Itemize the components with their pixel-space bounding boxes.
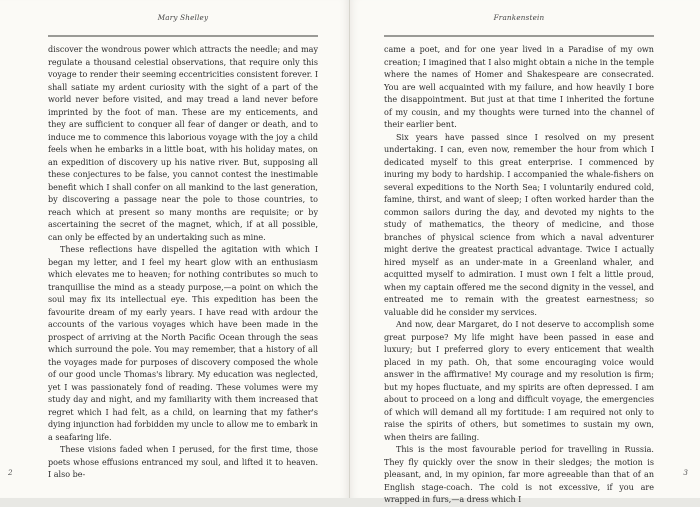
paragraph: These reflections have dispelled the agitation with which I began my letter, and I feel my heart glow with an enthusiasm which elevates me to heaven; for nothing contributes so much to tranquillise the mind as a steady purpose,—a point on which the soul may fix its intellectual eye. This expedition has been the favourite dream of my early years. I have read with ardour the accounts of the various voyages which have been made in the prospect of arriving at the North Pacific Ocean through the seas which surround the pole. You may remember, that a history of all the voyages made for purposes of discovery composed the whole of our good uncle Thomas's library. My education was neglected, yet I was passionately fond of reading. These volumes were my study day and night, and my familiarity with them increased that regret which I had felt, as a child, on learning that my father's dying injunction had forbidden my uncle to allow me to embark in a seafaring life. bbox=[48, 245, 318, 442]
paragraph: And now, dear Margaret, do I not deserve to accomplish some great purpose? My life might have been passed in ease and luxury; but I preferred glory to every enticement that wealth placed in my path. Oh, that some encouraging voice would answer in the affirmative! My courage and my resolution is firm; but my hopes fluctuate, and my spirits are often depressed. I am about to proceed on a long and difficult voyage, the emergencies of which will demand all my fortitude: I am required not only to raise the spirits of others, but sometimes to sustain my own, when theirs are failing. bbox=[384, 320, 654, 442]
page-number: 3 bbox=[683, 468, 688, 477]
header-rule bbox=[384, 35, 654, 37]
running-head-author: Mary Shelley bbox=[157, 13, 209, 22]
paragraph: These visions faded when I perused, for the first time, those poets whose effusions entranced my soul, and lifted it to heaven. I also be- bbox=[48, 445, 318, 479]
page-number: 2 bbox=[8, 468, 13, 477]
header-rule bbox=[48, 35, 318, 37]
paragraph: discover the wondrous power which attracts the needle; and may regulate a thousand celestial observations, that require only this voyage to render their seeming eccentricities consistent forever. I shall satiate my ardent curiosity with the sight of a part of the world never before visited, and may tread a land never before imprinted by the foot of man. These are my enticements, and they are sufficient to conquer all fear of danger or death, and to induce me to commence this laborious voyage with the joy a child feels when he embarks in a little boat, with his holiday mates, on an expedition of discovery up his native river. But, supposing all these conjectures to be false, you cannot contest the inestimable benefit which I shall confer on all mankind to the last generation, by discovering a passage near the pole to those countries, to reach which at present so many months are requisite; or by ascertaining the secret of the magnet, which, if at all possible, can only be effected by an undertaking such as mine. bbox=[48, 45, 318, 242]
right-text-block bbox=[384, 44, 654, 504]
left-page bbox=[0, 0, 350, 498]
paragraph: This is the most favourable period for travelling in Russia. They fly quickly over the snow in their sledges; the motion is pleasant, and, in my opinion, far more agreeable than that of an English stage-coach. The cold is not excessive, if you are wrapped in furs,—a dress which I bbox=[384, 445, 654, 504]
left-text-block bbox=[48, 44, 318, 479]
paragraph: Six years have passed since I resolved on my present undertaking. I can, even now, remember the hour from which I dedicated myself to this great enterprise. I commenced by inuring my body to hardship. I accompanied the whale-fishers on several expeditions to the North Sea; I voluntarily endured cold, famine, thirst, and want of sleep; I often worked harder than the common sailors during the day, and devoted my nights to the study of mathematics, the theory of medicine, and those branches of physical science from which a naval adventurer might derive the greatest practical advantage. Twice I actually hired myself as an under-mate in a Greenland whaler, and acquitted myself to admiration. I must own I felt a little proud, when my captain offered me the second dignity in the vessel, and entreated me to remain with the greatest earnestness; so valuable did he consider my services. bbox=[384, 132, 654, 317]
paragraph: came a poet, and for one year lived in a Paradise of my own creation; I imagined that I also might obtain a niche in the temple where the names of Homer and Shakespeare are consecrated. You are well acquainted with my failure, and how heavily I bore the disappointment. But just at that time I inherited the fortune of my cousin, and my thoughts were turned into the channel of their earlier bent. bbox=[384, 45, 654, 129]
right-page bbox=[350, 0, 700, 504]
running-head-title: Frankenstein bbox=[493, 13, 545, 22]
